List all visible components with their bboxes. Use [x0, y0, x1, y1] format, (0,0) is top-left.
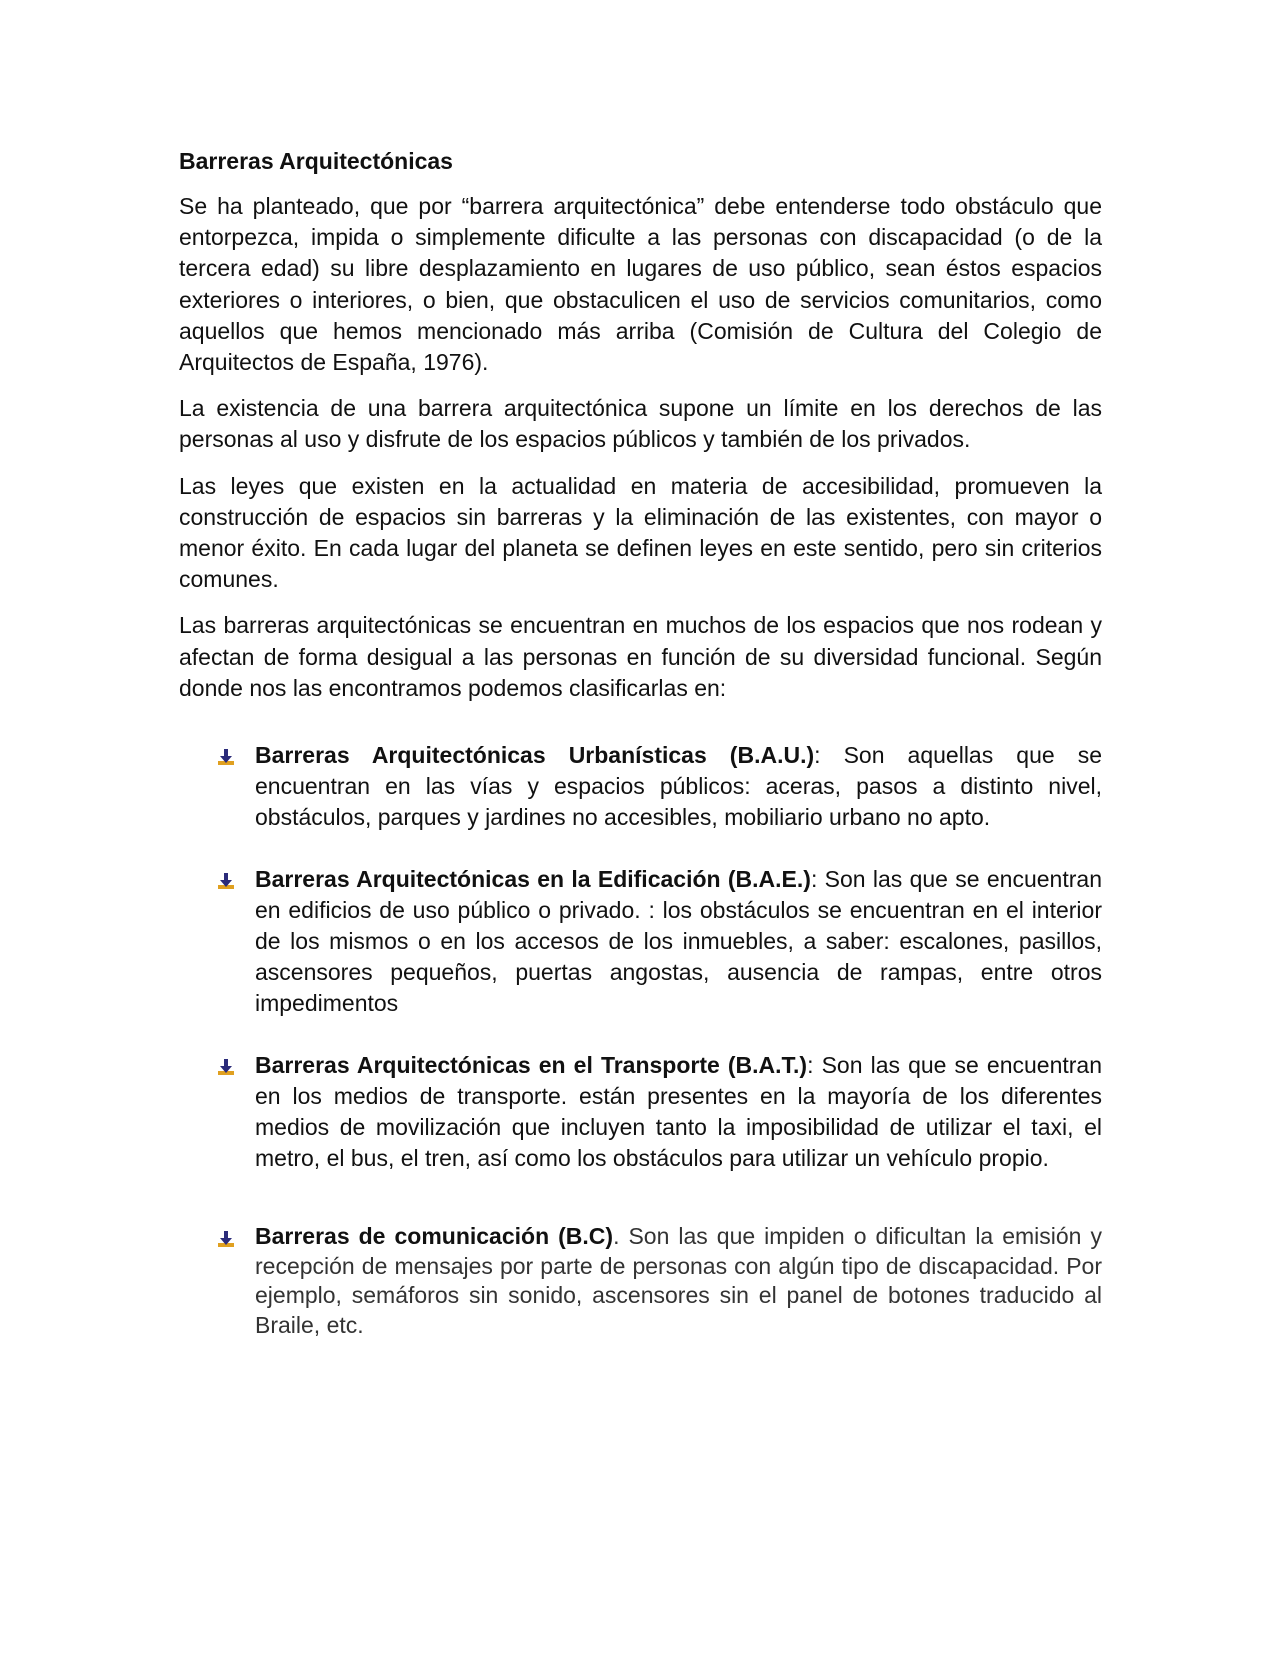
list-item-separator: . — [613, 1223, 620, 1250]
paragraph-laws: Las leyes que existen en la actualidad en materia de accesibilidad, promueven la construcción de espacios sin barreras y la eliminación de las existentes, con mayor o menor éxito. En cada lugar del planeta se definen leyes en este sentido, pero sin criterios comunes. — [179, 472, 1102, 593]
list-item-bau — [179, 740, 1102, 834]
list-item-bc — [179, 1222, 1102, 1340]
document-page — [179, 146, 1102, 1370]
list-item-separator: : — [814, 742, 821, 769]
list-item-text: Son las que se encuentran en los medios de transporte. están presentes en la mayoría de los diferentes medios de movilización que incluyen tanto la imposibilidad de utilizar el taxi, el metro, el bus, el tren, así como los obstáculos para utilizar un vehículo propio. — [255, 1051, 1102, 1172]
barrier-types-list — [179, 740, 1102, 1340]
list-item-text: Son las que impiden o dificultan la emisión y recepción de mensajes por parte de personas con algún tipo de discapacidad. Por ejemplo, semáforos sin sonido, ascensores sin el panel de botones traducido al Braile, etc. — [255, 1223, 1102, 1338]
arrow-down-bullet-icon — [217, 1058, 235, 1076]
paragraph-rights: La existencia de una barrera arquitectónica supone un límite en los derechos de las personas al uso y disfrute de los espacios públicos y también de los privados. — [179, 395, 1102, 453]
list-item-text: Son las que se encuentran en edificios de uso público o privado. : los obstáculos se encuentran en el interior de los mismos o en los accesos de los inmuebles, a saber: escalones, pasillos, ascensores pequeños, puertas angostas, ausencia de rampas, entre otros impedimentos — [255, 865, 1102, 1017]
document-title: Barreras Arquitectónicas — [179, 148, 453, 174]
list-item-term: Barreras Arquitectónicas en el Transporte (B.A.T.) — [255, 1051, 808, 1078]
list-item-term: Barreras Arquitectónicas Urbanísticas (B.A.U.) — [255, 742, 815, 769]
arrow-down-bullet-icon — [217, 872, 235, 890]
list-item-term: Barreras de comunicación (B.C) — [255, 1223, 614, 1250]
arrow-down-bullet-icon — [217, 748, 235, 766]
list-item-separator: : — [810, 865, 818, 892]
list-item-term: Barreras Arquitectónicas en la Edificación (B.A.E.) — [255, 865, 811, 892]
list-item-bat — [179, 1050, 1102, 1175]
paragraph-classification: Las barreras arquitectónicas se encuentran en muchos de los espacios que nos rodean y afectan de forma desigual a las personas en función de su diversidad funcional. Según donde nos las encontramos podemos clasificarlas en: — [179, 612, 1102, 701]
list-item-text: Son aquellas que se encuentran en las vías y espacios públicos: aceras, pasos a distinto nivel, obstáculos, parques y jardines no accesibles, mobiliario urbano no apto. — [255, 742, 1102, 831]
paragraph-definition: Se ha planteado, que por “barrera arquitectónica” debe entenderse todo obstáculo que entorpezca, impida o simplemente dificulte a las personas con discapacidad (o de la tercera edad) su libre desplazamiento en lugares de uso público, sean éstos espacios exteriores o interiores, o bien, que obstaculicen el uso de servicios comunitarios, como aquellos que hemos mencionado más arriba (Comisión de Cultura del Colegio de Arquitectos de España, 1976). — [179, 193, 1102, 376]
list-item-separator: : — [807, 1051, 814, 1078]
list-item-bae — [179, 864, 1102, 1020]
arrow-down-bullet-icon — [217, 1230, 235, 1248]
